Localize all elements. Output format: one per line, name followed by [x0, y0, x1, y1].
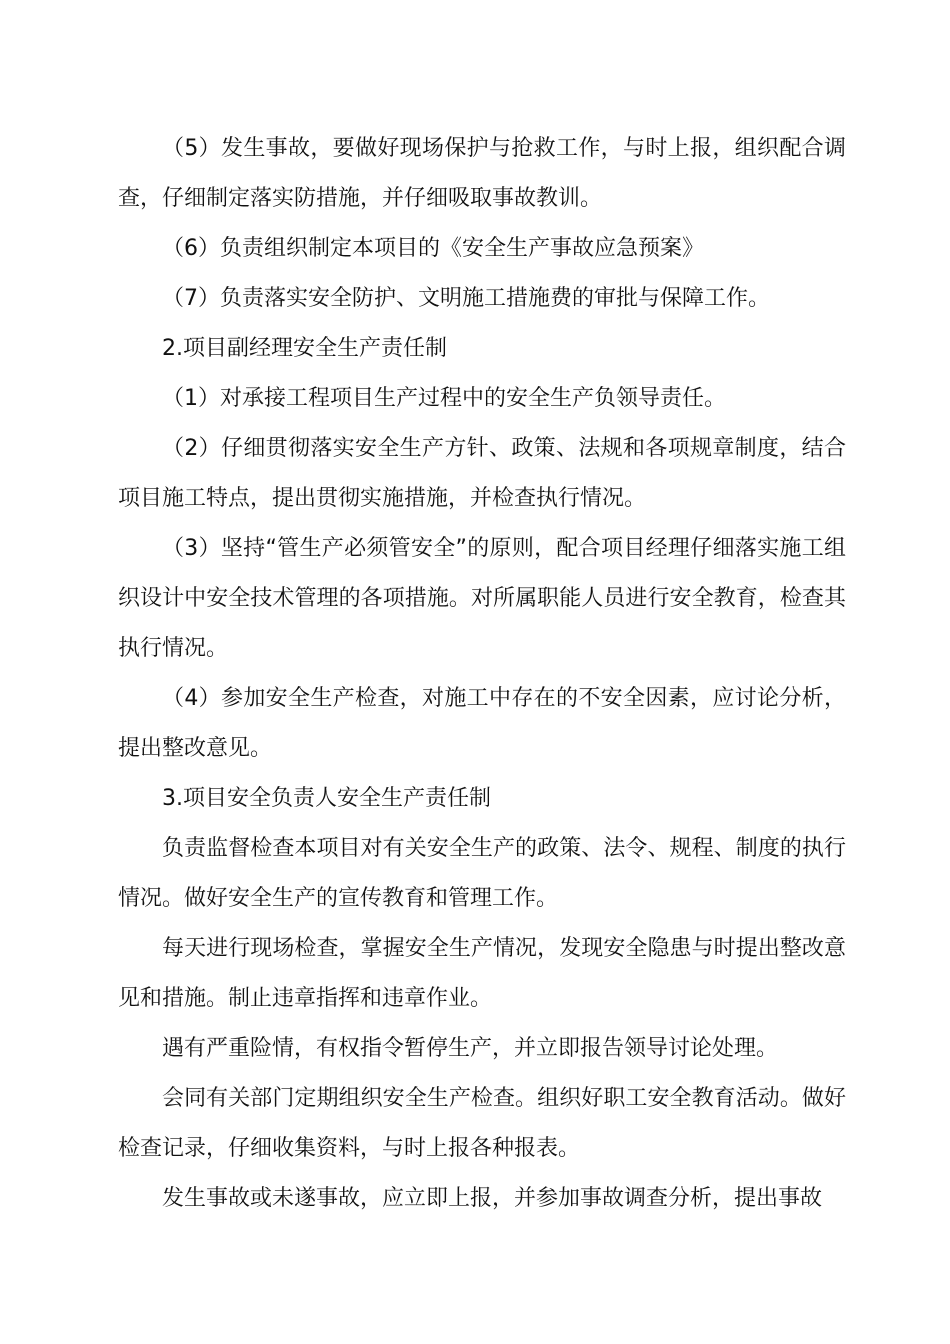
- paragraph-regular-inspection: 会同有关部门定期组织安全生产检查。组织好职工安全教育活动。做好检查记录，仔细收集资料，与时上报各种报表。: [118, 1086, 846, 1161]
- section-heading-safety-officer: 3.项目安全负责人安全生产责任制: [162, 786, 491, 811]
- paragraph-supervision: 负责监督检查本项目对有关安全生产的政策、法令、规程、制度的执行情况。做好安全生产的宣传教育和管理工作。: [118, 836, 846, 911]
- document-body: [118, 124, 846, 1224]
- paragraph-7-safety-costs: （7）负责落实安全防护、文明施工措施费的审批与保障工作。: [162, 286, 770, 311]
- paragraph-1-leadership-responsibility: （1）对承接工程项目生产过程中的安全生产负领导责任。: [162, 386, 726, 411]
- paragraph-5-accident-handling: （5）发生事故，要做好现场保护与抢救工作，与时上报，组织配合调查，仔细制定落实防措施，并仔细吸取事故教训。: [118, 136, 846, 211]
- paragraph-serious-danger: 遇有严重险情，有权指令暂停生产，并立即报告领导讨论处理。: [162, 1036, 779, 1061]
- paragraph-6-emergency-plan: （6）负责组织制定本项目的《安全生产事故应急预案》: [162, 236, 704, 261]
- paragraph-3-production-safety-principle: （3）坚持“管生产必须管安全”的原则，配合项目经理仔细落实施工组织设计中安全技术管理的各项措施。对所属职能人员进行安全教育，检查其执行情况。: [118, 536, 846, 661]
- section-heading-deputy-manager: 2.项目副经理安全生产责任制: [162, 336, 447, 361]
- paragraph-daily-inspection: 每天进行现场检查，掌握安全生产情况，发现安全隐患与时提出整改意见和措施。制止违章指挥和违章作业。: [118, 936, 846, 1011]
- paragraph-4-safety-inspection: （4）参加安全生产检查，对施工中存在的不安全因素，应讨论分析，提出整改意见。: [118, 686, 846, 761]
- paragraph-2-implement-policies: （2）仔细贯彻落实安全生产方针、政策、法规和各项规章制度，结合项目施工特点，提出贯彻实施措施，并检查执行情况。: [118, 436, 846, 511]
- paragraph-accident-reporting: 发生事故或未遂事故，应立即上报，并参加事故调查分析，提出事故: [162, 1186, 823, 1211]
